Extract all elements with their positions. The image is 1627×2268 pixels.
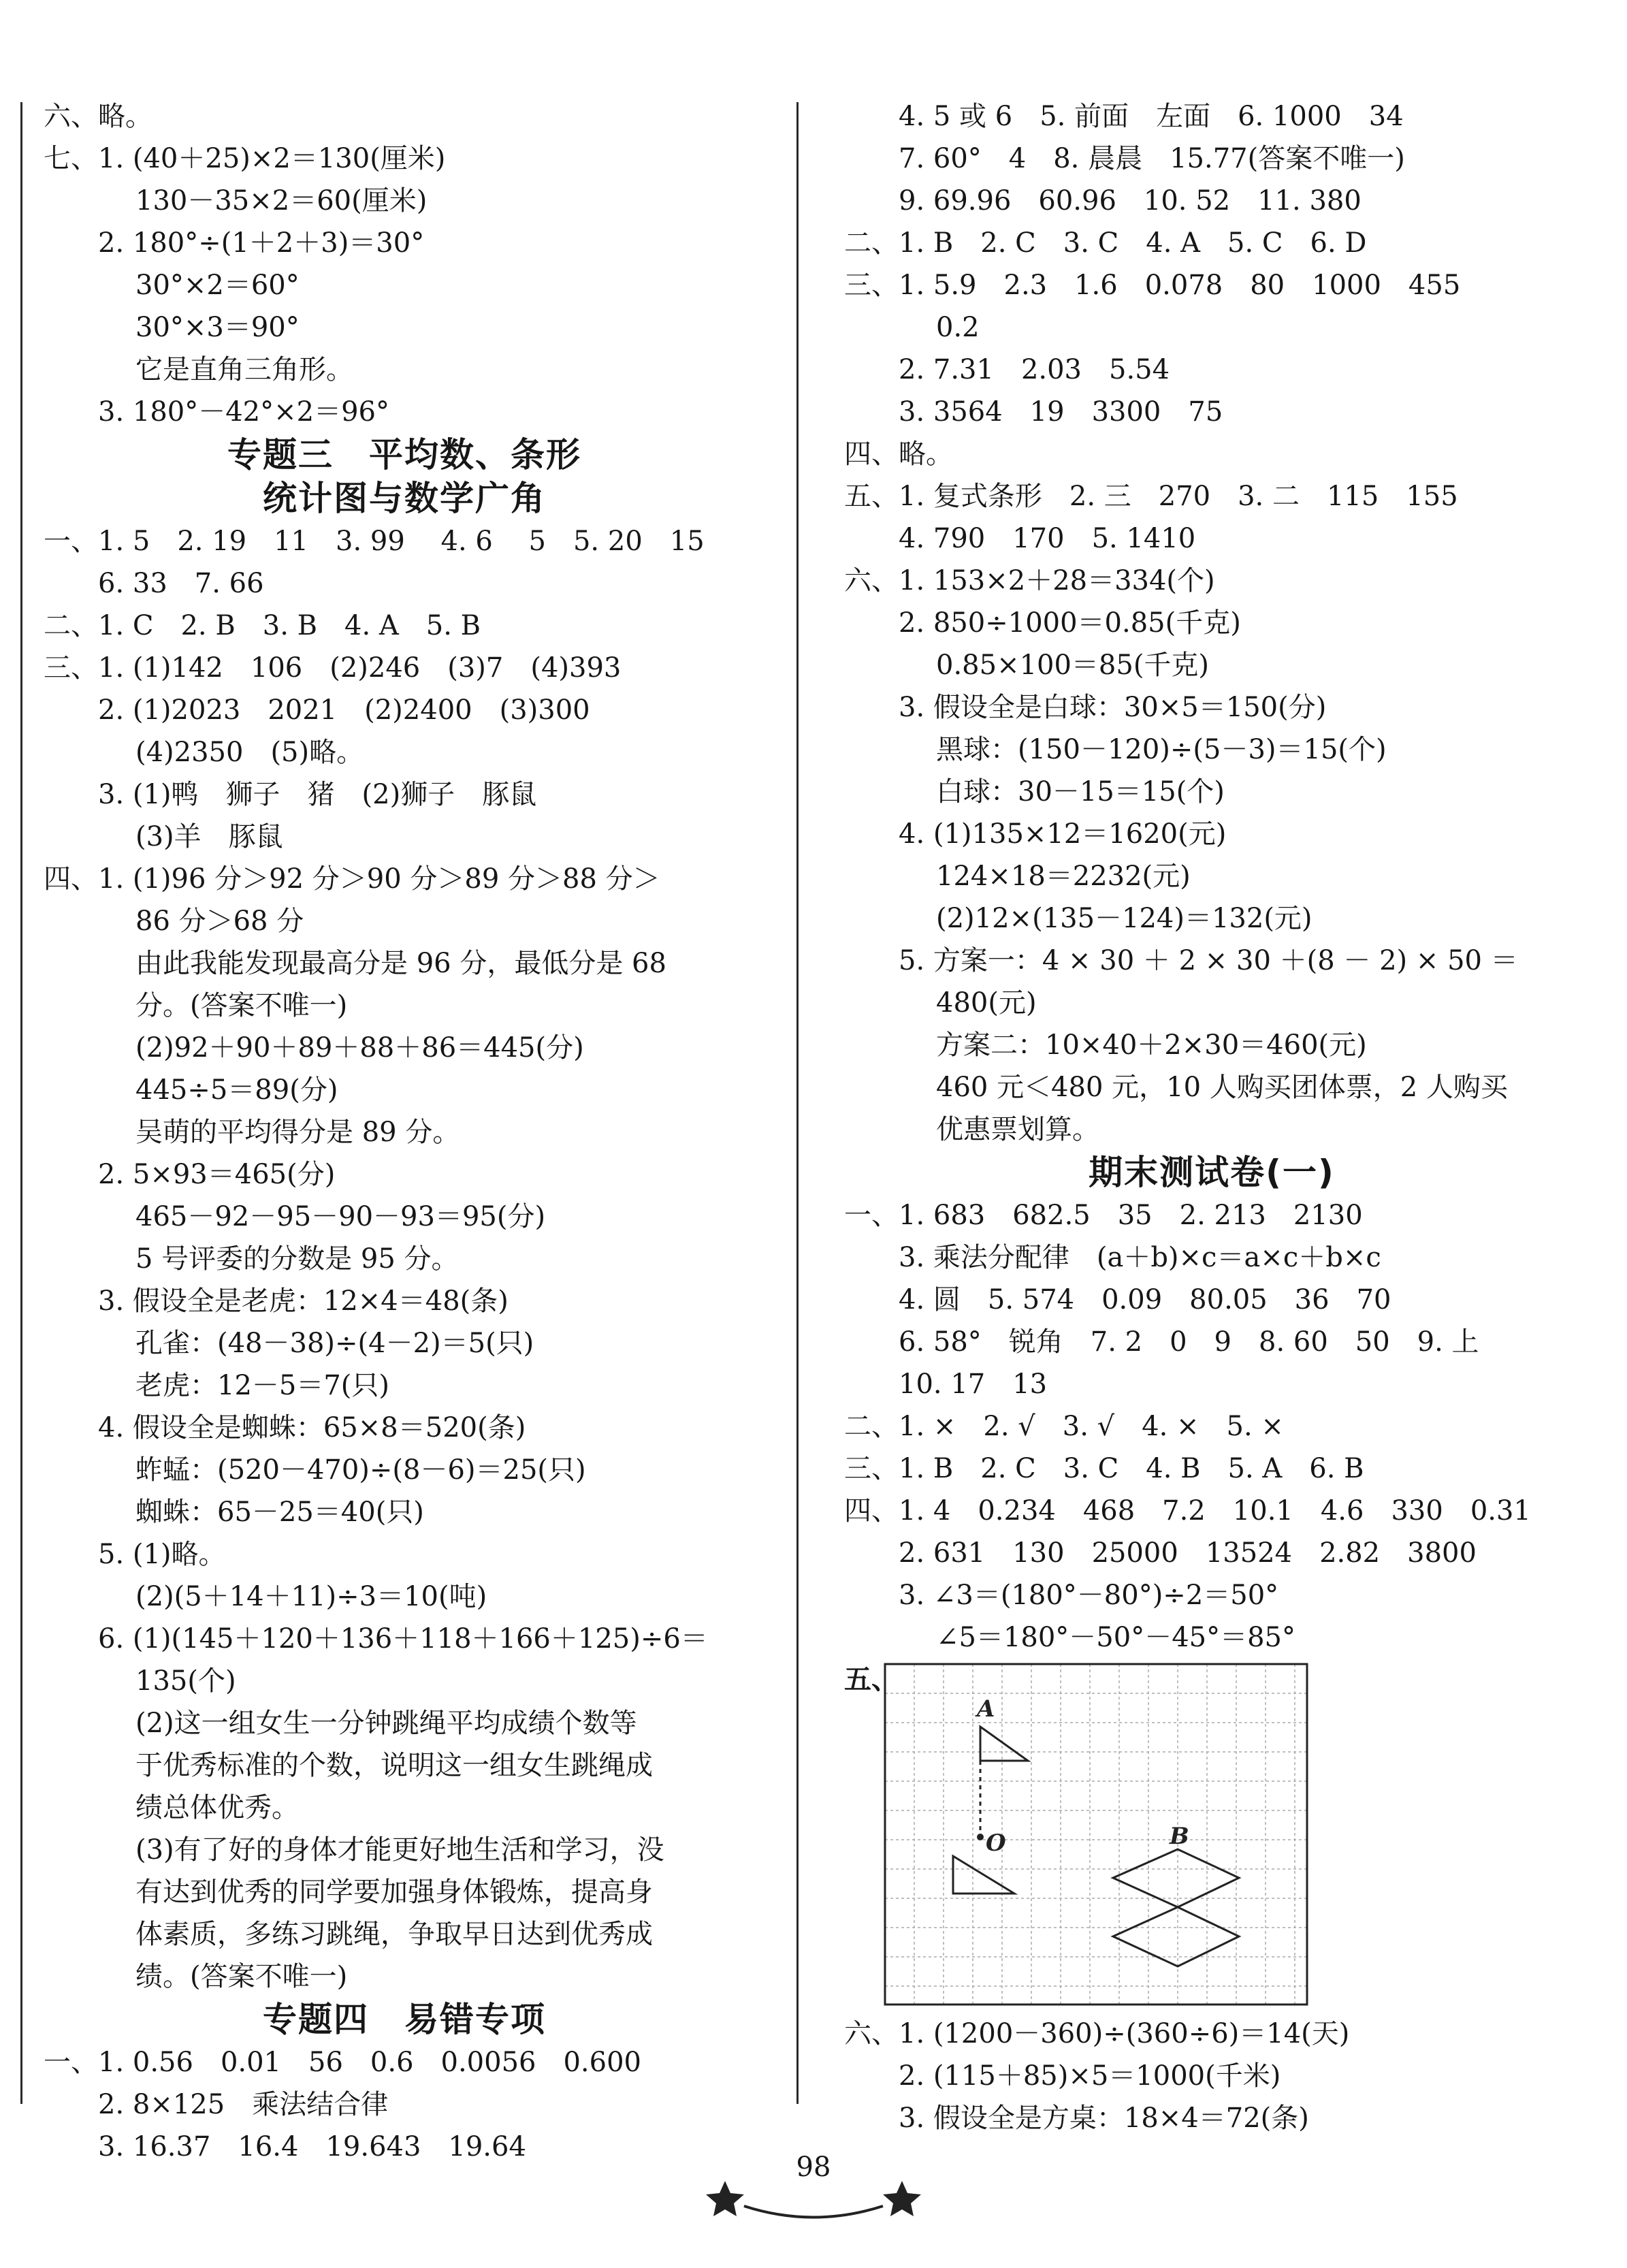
answer-line: 124×18＝2232(元) xyxy=(936,861,1191,892)
grid-lines xyxy=(885,1664,1307,2005)
answer-line: 一、1. 5 2. 19 11 3. 99 4. 6 5 5. 20 15 xyxy=(44,526,705,557)
section-heading: 专题三 平均数、条形 xyxy=(227,435,581,475)
answer-line: 3. 180°－42°×2＝96° xyxy=(98,396,389,428)
answer-line: 3. 假设全是老虎：12×4＝48(条) xyxy=(98,1285,509,1317)
answer-line: 绩总体优秀。 xyxy=(135,1792,299,1823)
answer-line: 它是直角三角形。 xyxy=(135,354,353,385)
answer-line: 体素质，多练习跳绳，争取早日达到优秀成 xyxy=(135,1919,653,1950)
answer-line: 老虎：12－5＝7(只) xyxy=(135,1370,390,1401)
answer-line: 黑球：(150－120)÷(5－3)＝15(个) xyxy=(936,734,1387,765)
answer-line: (2)(5＋14＋11)÷3＝10(吨) xyxy=(135,1581,487,1612)
rhombus-lower xyxy=(1113,1907,1239,1966)
answer-line: (2)这一组女生一分钟跳绳平均成绩个数等 xyxy=(135,1708,637,1739)
answer-line: 5. 方案一：4 × 30 ＋ 2 × 30 ＋(8 － 2) × 50 ＝ xyxy=(899,945,1518,976)
answer-line: 三、1. 5.9 2.3 1.6 0.078 80 1000 455 xyxy=(844,270,1461,301)
right-column xyxy=(844,95,1579,2139)
answer-line: 有达到优秀的同学要加强身体锻炼，提高身 xyxy=(135,1876,653,1908)
answer-line: (2)12×(135－124)＝132(元) xyxy=(936,903,1312,934)
answer-line: 2. 7.31 2.03 5.54 xyxy=(899,354,1170,385)
answer-line: 六、1. 153×2＋28＝334(个) xyxy=(844,565,1215,596)
swoosh-ornament xyxy=(744,2206,883,2218)
label-o: O xyxy=(986,1830,1006,1857)
star-icon xyxy=(706,2181,744,2216)
answer-line: 白球：30－15＝15(个) xyxy=(936,776,1225,808)
answer-line: 四、1. 4 0.234 468 7.2 10.1 4.6 330 0.31 xyxy=(844,1495,1531,1527)
answer-line: 一、1. 0.56 0.01 56 0.6 0.0056 0.600 xyxy=(44,2047,641,2078)
answer-line: 三、1. B 2. C 3. C 4. B 5. A 6. B xyxy=(844,1453,1364,1484)
answer-line: 2. 8×125 乘法结合律 xyxy=(98,2089,389,2120)
star-icon xyxy=(883,2181,921,2216)
answer-line: 孔雀：(48－38)÷(4－2)＝5(只) xyxy=(135,1328,534,1359)
answer-line: 4. 5 或 6 5. 前面 左面 6. 1000 34 xyxy=(899,101,1404,132)
answer-line: 3. ∠3＝(180°－80°)÷2＝50° xyxy=(899,1580,1279,1611)
answer-line: 4. 790 170 5. 1410 xyxy=(899,523,1196,554)
grid-border xyxy=(885,1664,1307,2005)
answer-line: 0.2 xyxy=(936,312,980,343)
answer-line: (3)有了好的身体才能更好地生活和学习，没 xyxy=(135,1834,664,1866)
answer-line: 0.85×100＝85(千克) xyxy=(936,650,1210,681)
answer-line: 一、1. 683 682.5 35 2. 213 2130 xyxy=(844,1200,1363,1231)
answer-line: 135(个) xyxy=(135,1665,236,1697)
answer-line: 3. 假设全是白球：30×5＝150(分) xyxy=(899,692,1327,723)
answer-line: 二、1. C 2. B 3. B 4. A 5. B xyxy=(44,610,481,641)
answer-line: 86 分＞68 分 xyxy=(135,906,304,937)
answer-line: 方案二：10×40＋2×30＝460(元) xyxy=(936,1029,1367,1061)
answer-line: 7. 60° 4 8. 晨晨 15.77(答案不唯一) xyxy=(899,143,1405,174)
answer-line: 四、1. (1)96 分＞92 分＞90 分＞89 分＞88 分＞ xyxy=(44,863,660,895)
answer-line: 四、略。 xyxy=(844,438,953,470)
label-a: A xyxy=(977,1695,995,1723)
answer-line: 30°×2＝60° xyxy=(135,270,300,301)
answer-line: 五、1. 复式条形 2. 三 270 3. 二 115 155 xyxy=(844,481,1458,512)
section-heading: 统计图与数学广角 xyxy=(263,479,546,518)
answer-line: 3. 3564 19 3300 75 xyxy=(899,396,1223,428)
answer-line: 分。(答案不唯一) xyxy=(135,990,348,1021)
answer-line: 2. 631 130 25000 13524 2.82 3800 xyxy=(899,1537,1477,1569)
answer-line: 3. 16.37 16.4 19.643 19.64 xyxy=(98,2131,526,2162)
answer-line: 吴萌的平均得分是 89 分。 xyxy=(135,1117,460,1148)
answer-line: 460 元＜480 元，10 人购买团体票，2 人购买 xyxy=(936,1072,1508,1103)
label-b: B xyxy=(1170,1823,1189,1850)
right-bottom-block xyxy=(844,2013,1579,2139)
left-margin-rule xyxy=(20,102,22,2104)
answer-line: 2. 180°÷(1＋2＋3)＝30° xyxy=(98,227,425,259)
answer-line: 3. 假设全是方桌：18×4＝72(条) xyxy=(899,2103,1309,2134)
answer-line: 七、1. (40＋25)×2＝130(厘米) xyxy=(44,143,446,174)
answer-line: 六、略。 xyxy=(44,101,152,132)
answer-line: 2. 5×93＝465(分) xyxy=(98,1159,336,1190)
answer-line: 465－92－95－90－93＝95(分) xyxy=(135,1201,546,1232)
answer-line: 3. (1)鸭 狮子 猪 (2)狮子 豚鼠 xyxy=(98,779,537,810)
answer-line: 2. (1)2023 2021 (2)2400 (3)300 xyxy=(98,694,590,726)
answer-line: 5. (1)略。 xyxy=(98,1539,226,1570)
answer-line: 6. 33 7. 66 xyxy=(98,568,264,599)
answer-line: 4. 圆 5. 574 0.09 80.05 36 70 xyxy=(899,1284,1391,1315)
answer-line: 蚱蜢：(520－470)÷(8－6)＝25(只) xyxy=(135,1454,586,1486)
answer-line: 5 号评委的分数是 95 分。 xyxy=(135,1243,459,1275)
section-heading: 期末测试卷(一) xyxy=(1089,1153,1335,1192)
answer-line: (4)2350 (5)略。 xyxy=(135,737,364,768)
answer-line: (2)92＋90＋89＋88＋86＝445(分) xyxy=(135,1032,584,1064)
answer-line: 4. 假设全是蜘蛛：65×8＝520(条) xyxy=(98,1412,526,1443)
answer-line: 六、1. (1200－360)÷(360÷6)＝14(天) xyxy=(844,2018,1350,2049)
page-number: 98 xyxy=(796,2152,831,2183)
answer-line: 2. 850÷1000＝0.85(千克) xyxy=(899,607,1241,639)
grid-drawing xyxy=(878,1659,1314,2013)
grid-question-label: 五、 xyxy=(844,1663,899,1695)
answer-line: 10. 17 13 xyxy=(899,1369,1048,1400)
answer-line: 二、1. × 2. √ 3. √ 4. × 5. × xyxy=(844,1411,1284,1442)
answer-line: 2. (115＋85)×5＝1000(千米) xyxy=(899,2060,1281,2092)
answer-line: 6. 58° 锐角 7. 2 0 9 8. 60 50 9. 上 xyxy=(899,1326,1479,1358)
point-o xyxy=(977,1834,984,1840)
triangle-rotated xyxy=(953,1856,1014,1894)
answer-line: 6. (1)(145＋120＋136＋118＋166＋125)÷6＝ xyxy=(98,1623,708,1655)
answer-line: 30°×3＝90° xyxy=(135,312,300,343)
answer-line: 三、1. (1)142 106 (2)246 (3)7 (4)393 xyxy=(44,652,622,684)
section-heading: 专题四 易错专项 xyxy=(263,2000,546,2039)
answer-line: 4. (1)135×12＝1620(元) xyxy=(899,818,1227,850)
answer-line: ∠5＝180°－50°－45°＝85° xyxy=(936,1622,1296,1653)
answer-line: 3. 乘法分配律 (a＋b)×c＝a×c＋b×c xyxy=(899,1242,1381,1273)
answer-line: 9. 69.96 60.96 10. 52 11. 380 xyxy=(899,185,1362,217)
answer-line: 二、1. B 2. C 3. C 4. A 5. C 6. D xyxy=(844,227,1367,259)
answer-line: 130－35×2＝60(厘米) xyxy=(135,185,428,217)
left-column xyxy=(44,95,765,2168)
answer-line: 于优秀标准的个数，说明这一组女生跳绳成 xyxy=(135,1750,653,1781)
triangle-a xyxy=(980,1727,1028,1761)
answer-line: 绩。(答案不唯一) xyxy=(135,1961,348,1992)
answer-line: (3)羊 豚鼠 xyxy=(135,821,283,852)
column-divider xyxy=(796,102,799,2104)
answer-line: 优惠票划算。 xyxy=(936,1114,1099,1145)
answer-line: 445÷5＝89(分) xyxy=(135,1074,338,1106)
grid-figure xyxy=(844,1659,1579,2013)
answer-line: 由此我能发现最高分是 96 分，最低分是 68 xyxy=(135,948,666,979)
answer-line: 蜘蛛：65－25＝40(只) xyxy=(135,1497,424,1528)
answer-line: 480(元) xyxy=(936,987,1037,1019)
right-top-block xyxy=(844,95,1579,1659)
